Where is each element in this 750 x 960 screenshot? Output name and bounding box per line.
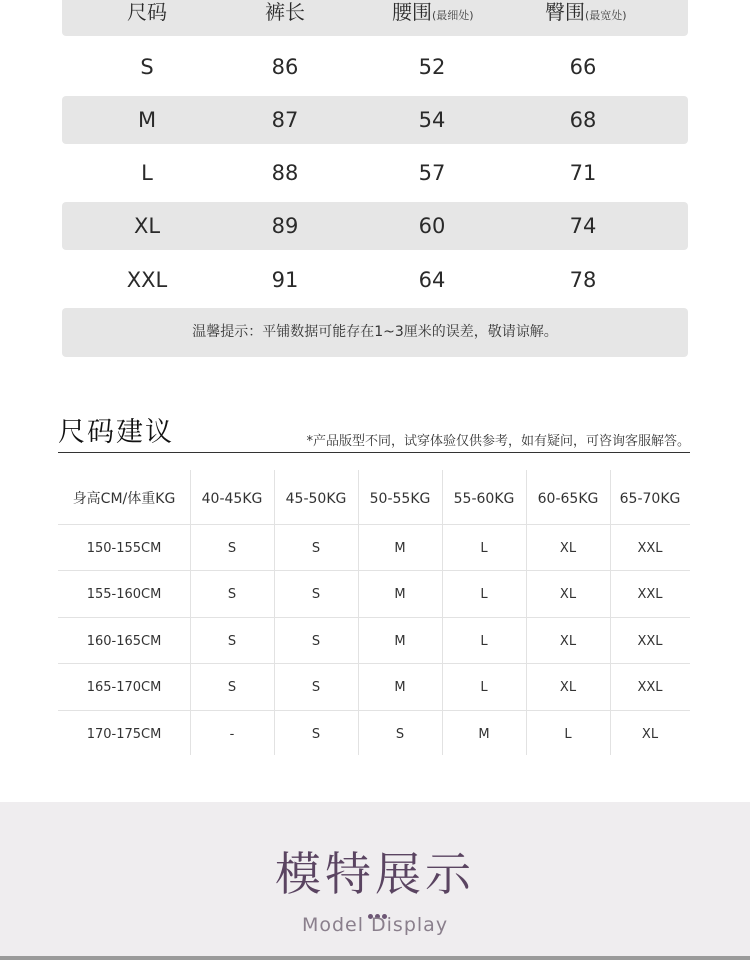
size-cell: S [395, 727, 405, 742]
size-cell: S [227, 680, 237, 695]
bottom-strip [0, 956, 750, 960]
recommendation-title: 尺码建议 [58, 417, 174, 448]
table-row [58, 570, 690, 617]
hip-cell: 66 [569, 55, 597, 79]
size-cell: L [480, 634, 488, 649]
measurement-note: 温馨提示：平铺数据可能存在1~3厘米的误差，敬请谅解。 [62, 308, 688, 357]
length-cell: 89 [271, 214, 299, 238]
hip-cell: 78 [569, 268, 597, 292]
height-cell: 160-165CM [86, 634, 162, 649]
size-cell: XXL [637, 680, 663, 695]
size-cell: S [227, 634, 237, 649]
size-cell: - [229, 727, 235, 742]
size-cell: XL [641, 727, 659, 742]
size-cell: L [564, 727, 572, 742]
hip-cell: 68 [569, 108, 597, 132]
waist-cell: 52 [418, 55, 446, 79]
size-cell: XL [559, 680, 577, 695]
size-cell: XL [559, 541, 577, 556]
waist-cell: 54 [418, 108, 446, 132]
size-cell: M [137, 108, 157, 132]
height-cell: 155-160CM [86, 587, 162, 602]
size-table-header [62, 0, 688, 36]
weight-header: 60-65KG [537, 491, 599, 507]
header-size: 尺码 [127, 0, 167, 24]
waist-cell: 57 [418, 161, 446, 185]
table-row [62, 256, 688, 304]
height-cell: 165-170CM [86, 680, 162, 695]
weight-header: 50-55KG [369, 491, 431, 507]
table-row [58, 663, 690, 710]
size-cell: M [394, 541, 406, 556]
size-cell: L [141, 161, 153, 185]
weight-header: 65-70KG [619, 491, 681, 507]
size-cell: S [227, 541, 237, 556]
length-cell: 87 [271, 108, 299, 132]
table-row [62, 149, 688, 197]
size-cell: XXL [637, 541, 663, 556]
size-cell: XXL [126, 268, 168, 292]
waist-cell: 60 [418, 214, 446, 238]
model-display-section [0, 802, 750, 960]
table-row [58, 524, 690, 571]
header-waist-note: (最细处) [432, 9, 474, 22]
weight-header: 45-50KG [285, 491, 347, 507]
size-cell: L [480, 541, 488, 556]
header-waist-label: 腰围 [392, 0, 432, 24]
size-cell: S [311, 587, 321, 602]
size-cell: M [478, 727, 490, 742]
header-hip-note: (最宽处) [585, 9, 627, 22]
waist-cell: 64 [418, 268, 446, 292]
header-hip-label: 臀围 [545, 0, 585, 24]
corner-header: 身高CM/体重KG [72, 491, 176, 507]
recommendation-header-row [58, 470, 690, 524]
header-length: 裤长 [265, 0, 305, 24]
hip-cell: 74 [569, 214, 597, 238]
size-cell: XL [133, 214, 161, 238]
table-row [58, 710, 690, 757]
title-divider [58, 452, 690, 453]
height-cell: 150-155CM [86, 541, 162, 556]
size-cell: S [140, 55, 154, 79]
length-cell: 91 [271, 268, 299, 292]
table-row [62, 96, 688, 144]
length-cell: 86 [271, 55, 299, 79]
size-cell: XXL [637, 587, 663, 602]
size-cell: S [227, 587, 237, 602]
header-hip [545, 0, 627, 36]
weight-header: 55-60KG [453, 491, 515, 507]
size-cell: L [480, 587, 488, 602]
size-cell: XXL [637, 634, 663, 649]
size-cell: S [311, 680, 321, 695]
size-cell: M [394, 634, 406, 649]
size-cell: S [311, 727, 321, 742]
size-cell: S [311, 634, 321, 649]
table-row [62, 202, 688, 250]
model-display-subtitle: Model Display [301, 914, 449, 936]
size-cell: M [394, 680, 406, 695]
header-waist [392, 0, 474, 36]
recommendation-note: *产品版型不同，试穿体验仅供参考，如有疑问，可咨询客服解答。 [306, 434, 690, 449]
size-cell: L [480, 680, 488, 695]
size-cell: XL [559, 634, 577, 649]
size-cell: S [311, 541, 321, 556]
table-row [62, 43, 688, 91]
size-cell: XL [559, 587, 577, 602]
size-cell: M [394, 587, 406, 602]
length-cell: 88 [271, 161, 299, 185]
weight-header: 40-45KG [201, 491, 263, 507]
table-row [58, 617, 690, 664]
hip-cell: 71 [569, 161, 597, 185]
height-cell: 170-175CM [86, 727, 162, 742]
model-display-title: 模特展示 [275, 847, 475, 901]
